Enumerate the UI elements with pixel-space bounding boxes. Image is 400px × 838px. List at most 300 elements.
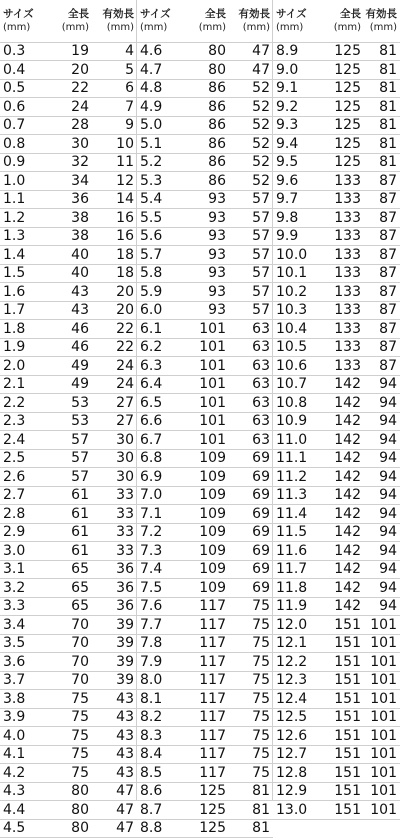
size-cell: 1.6 bbox=[3, 283, 26, 300]
length-cell: 142 bbox=[334, 468, 361, 485]
length-cell: 80 bbox=[71, 801, 89, 818]
size-cell: 1.9 bbox=[3, 339, 26, 355]
length-cell: 142 bbox=[334, 561, 361, 577]
size-cell: 10.1 bbox=[276, 265, 308, 281]
size-cell: 7.3 bbox=[140, 542, 163, 559]
effective-length-cell: 87 bbox=[379, 320, 397, 337]
table-row bbox=[273, 283, 400, 302]
length-cell: 151 bbox=[334, 635, 361, 651]
length-cell: 101 bbox=[199, 413, 226, 429]
table-row bbox=[273, 246, 400, 265]
effective-length-cell: 75 bbox=[252, 746, 270, 762]
length-cell: 125 bbox=[334, 43, 361, 59]
table-row bbox=[137, 190, 273, 209]
table-row bbox=[137, 431, 273, 450]
effective-length-cell: 69 bbox=[252, 468, 270, 485]
length-cell: 20 bbox=[71, 61, 89, 78]
effective-length-cell: 33 bbox=[116, 524, 134, 540]
effective-length-cell: 18 bbox=[116, 246, 134, 263]
size-cell: 3.1 bbox=[3, 561, 26, 577]
effective-length-cell: 47 bbox=[252, 61, 270, 78]
effective-length-cell: 36 bbox=[116, 561, 134, 577]
length-cell: 86 bbox=[208, 172, 226, 189]
length-cell: 125 bbox=[334, 61, 361, 78]
length-cell: 117 bbox=[199, 727, 226, 744]
effective-length-cell: 94 bbox=[379, 376, 397, 392]
effective-length-cell: 81 bbox=[379, 43, 397, 59]
length-cell: 86 bbox=[208, 135, 226, 152]
length-cell: 49 bbox=[71, 376, 89, 392]
table-row bbox=[0, 431, 137, 450]
size-cell: 2.0 bbox=[3, 357, 26, 374]
size-cell: 9.6 bbox=[276, 172, 299, 189]
table-row bbox=[137, 634, 273, 653]
effective-length-cell: 4 bbox=[125, 43, 134, 59]
size-cell: 9.8 bbox=[276, 209, 299, 226]
length-cell: 109 bbox=[199, 505, 226, 522]
table-row bbox=[0, 190, 137, 209]
length-cell: 86 bbox=[208, 80, 226, 96]
size-cell: 5.9 bbox=[140, 283, 163, 300]
length-cell: 125 bbox=[199, 783, 226, 799]
table-row bbox=[137, 542, 273, 561]
length-cell: 32 bbox=[71, 154, 89, 170]
table-row bbox=[137, 727, 273, 746]
size-cell: 7.8 bbox=[140, 635, 163, 651]
length-cell: 151 bbox=[334, 616, 361, 633]
table-row bbox=[137, 116, 273, 135]
table-row bbox=[273, 505, 400, 524]
length-header bbox=[187, 0, 229, 42]
length-cell: 117 bbox=[199, 653, 226, 670]
length-cell: 46 bbox=[71, 320, 89, 337]
effective-length-cell: 47 bbox=[116, 820, 134, 836]
size-cell: 3.6 bbox=[3, 653, 26, 670]
length-cell: 80 bbox=[208, 43, 226, 59]
size-cell: 3.5 bbox=[3, 635, 26, 651]
length-cell: 117 bbox=[199, 672, 226, 688]
effective-length-cell: 75 bbox=[252, 690, 270, 707]
size-cell: 12.5 bbox=[276, 709, 308, 725]
table-row bbox=[0, 616, 137, 635]
size-cell: 6.1 bbox=[140, 320, 163, 337]
size-cell: 11.6 bbox=[276, 542, 308, 559]
size-cell: 10.8 bbox=[276, 394, 308, 411]
size-cell: 8.2 bbox=[140, 709, 163, 725]
effective-length-cell: 39 bbox=[116, 635, 134, 651]
length-cell: 142 bbox=[334, 394, 361, 411]
table-row bbox=[273, 301, 400, 320]
length-cell: 125 bbox=[334, 80, 361, 96]
length-cell: 70 bbox=[71, 635, 89, 651]
table-row bbox=[137, 338, 273, 357]
size-cell: 2.2 bbox=[3, 394, 26, 411]
size-cell: 5.0 bbox=[140, 117, 163, 133]
table-row bbox=[137, 560, 273, 579]
length-cell: 70 bbox=[71, 616, 89, 633]
size-cell: 7.1 bbox=[140, 505, 163, 522]
length-cell: 49 bbox=[71, 357, 89, 374]
effective-length-header bbox=[92, 0, 137, 42]
size-cell: 12.0 bbox=[276, 616, 308, 633]
table-row bbox=[273, 135, 400, 154]
header-unit: (mm) bbox=[3, 22, 31, 33]
table-row bbox=[0, 523, 137, 542]
table-group-3 bbox=[273, 0, 400, 818]
table-row bbox=[0, 153, 137, 172]
table-row bbox=[0, 597, 137, 616]
length-cell: 70 bbox=[71, 653, 89, 670]
length-cell: 65 bbox=[71, 579, 89, 596]
size-cell: 12.9 bbox=[276, 783, 308, 799]
length-cell: 61 bbox=[71, 487, 89, 503]
size-cell: 5.5 bbox=[140, 209, 163, 226]
effective-length-cell: 75 bbox=[252, 764, 270, 781]
table-row bbox=[137, 357, 273, 376]
size-cell: 9.5 bbox=[276, 154, 299, 170]
length-cell: 93 bbox=[208, 283, 226, 300]
length-cell: 125 bbox=[199, 820, 226, 836]
length-cell: 19 bbox=[71, 43, 89, 59]
table-row bbox=[137, 320, 273, 339]
length-cell: 109 bbox=[199, 450, 226, 466]
table-row bbox=[0, 764, 137, 783]
effective-length-cell: 75 bbox=[252, 672, 270, 688]
table-row bbox=[0, 264, 137, 283]
effective-length-cell: 52 bbox=[252, 154, 270, 170]
effective-length-cell: 47 bbox=[252, 43, 270, 59]
effective-length-cell: 94 bbox=[379, 394, 397, 411]
effective-length-cell: 69 bbox=[252, 579, 270, 596]
length-cell: 142 bbox=[334, 505, 361, 522]
header-label: 有効長 bbox=[102, 8, 134, 20]
size-cell: 2.5 bbox=[3, 450, 26, 466]
effective-length-cell: 63 bbox=[252, 413, 270, 429]
effective-length-cell: 87 bbox=[379, 228, 397, 244]
table-row bbox=[273, 468, 400, 487]
header-label: 有効長 bbox=[365, 8, 397, 20]
length-cell: 142 bbox=[334, 598, 361, 614]
size-header bbox=[137, 0, 187, 42]
length-cell: 86 bbox=[208, 98, 226, 115]
size-cell: 0.4 bbox=[3, 61, 26, 78]
length-cell: 151 bbox=[334, 783, 361, 799]
effective-length-cell: 81 bbox=[252, 801, 270, 818]
effective-length-cell: 16 bbox=[116, 209, 134, 226]
table-row bbox=[273, 153, 400, 172]
size-cell: 3.4 bbox=[3, 616, 26, 633]
size-cell: 1.3 bbox=[3, 228, 26, 244]
size-cell: 1.1 bbox=[3, 191, 26, 207]
size-cell: 10.3 bbox=[276, 302, 308, 318]
length-cell: 133 bbox=[334, 283, 361, 300]
table-row bbox=[0, 283, 137, 302]
table-row bbox=[273, 42, 400, 61]
effective-length-cell: 33 bbox=[116, 542, 134, 559]
table-row bbox=[273, 412, 400, 431]
table-row bbox=[0, 375, 137, 394]
effective-length-cell: 94 bbox=[379, 450, 397, 466]
length-cell: 109 bbox=[199, 468, 226, 485]
length-cell: 53 bbox=[71, 413, 89, 429]
size-cell: 2.7 bbox=[3, 487, 26, 503]
effective-length-cell: 75 bbox=[252, 598, 270, 614]
length-cell: 101 bbox=[199, 376, 226, 392]
size-cell: 10.0 bbox=[276, 246, 308, 263]
size-cell: 4.3 bbox=[3, 783, 26, 799]
length-cell: 109 bbox=[199, 542, 226, 559]
length-cell: 36 bbox=[71, 191, 89, 207]
table-row bbox=[273, 172, 400, 191]
table-row bbox=[0, 227, 137, 246]
table-row bbox=[0, 42, 137, 61]
length-cell: 86 bbox=[208, 117, 226, 133]
table-row bbox=[0, 320, 137, 339]
size-cell: 8.3 bbox=[140, 727, 163, 744]
header-unit: (mm) bbox=[242, 22, 270, 33]
length-cell: 22 bbox=[71, 80, 89, 96]
effective-length-cell: 43 bbox=[116, 690, 134, 707]
table-row bbox=[0, 61, 137, 80]
table-row bbox=[0, 782, 137, 801]
length-cell: 133 bbox=[334, 209, 361, 226]
effective-length-cell: 81 bbox=[252, 783, 270, 799]
size-cell: 13.0 bbox=[276, 801, 308, 818]
effective-length-cell: 14 bbox=[116, 191, 134, 207]
size-cell: 12.6 bbox=[276, 727, 308, 744]
table-row bbox=[137, 690, 273, 709]
size-cell: 11.0 bbox=[276, 431, 308, 448]
table-row bbox=[0, 542, 137, 561]
effective-length-cell: 52 bbox=[252, 172, 270, 189]
table-row bbox=[137, 523, 273, 542]
effective-length-cell: 63 bbox=[252, 320, 270, 337]
table-row bbox=[273, 801, 400, 820]
table-row bbox=[137, 98, 273, 117]
effective-length-cell: 101 bbox=[370, 616, 397, 633]
effective-length-cell: 18 bbox=[116, 265, 134, 281]
table-row bbox=[273, 653, 400, 672]
size-cell: 11.1 bbox=[276, 450, 308, 466]
effective-length-cell: 69 bbox=[252, 561, 270, 577]
length-cell: 151 bbox=[334, 746, 361, 762]
size-cell: 2.9 bbox=[3, 524, 26, 540]
effective-length-cell: 101 bbox=[370, 764, 397, 781]
length-cell: 80 bbox=[71, 783, 89, 799]
size-cell: 7.5 bbox=[140, 579, 163, 596]
effective-length-cell: 101 bbox=[370, 709, 397, 725]
table-row bbox=[137, 505, 273, 524]
table-row bbox=[273, 690, 400, 709]
size-cell: 11.8 bbox=[276, 579, 308, 596]
size-cell: 4.6 bbox=[140, 43, 163, 59]
effective-length-cell: 75 bbox=[252, 727, 270, 744]
size-cell: 5.2 bbox=[140, 154, 163, 170]
table-row bbox=[273, 98, 400, 117]
length-cell: 93 bbox=[208, 246, 226, 263]
length-cell: 133 bbox=[334, 172, 361, 189]
effective-length-cell: 47 bbox=[116, 783, 134, 799]
table-row bbox=[0, 560, 137, 579]
size-cell: 5.1 bbox=[140, 135, 163, 152]
size-cell: 0.8 bbox=[3, 135, 26, 152]
size-cell: 6.8 bbox=[140, 450, 163, 466]
length-cell: 101 bbox=[199, 394, 226, 411]
header-label: 全長 bbox=[68, 8, 89, 20]
size-cell: 6.4 bbox=[140, 376, 163, 392]
effective-length-cell: 101 bbox=[370, 783, 397, 799]
effective-length-cell: 101 bbox=[370, 746, 397, 762]
length-cell: 142 bbox=[334, 450, 361, 466]
table-row bbox=[273, 579, 400, 598]
size-cell: 1.2 bbox=[3, 209, 26, 226]
length-cell: 151 bbox=[334, 690, 361, 707]
size-cell: 8.9 bbox=[276, 43, 299, 59]
table-row bbox=[0, 172, 137, 191]
table-row bbox=[273, 634, 400, 653]
effective-length-cell: 20 bbox=[116, 302, 134, 318]
header-label: 有効長 bbox=[238, 8, 270, 20]
table-row bbox=[137, 209, 273, 228]
effective-length-header bbox=[364, 0, 400, 42]
length-cell: 40 bbox=[71, 265, 89, 281]
effective-length-cell: 81 bbox=[379, 117, 397, 133]
length-cell: 125 bbox=[334, 117, 361, 133]
effective-length-cell: 94 bbox=[379, 413, 397, 429]
effective-length-cell: 69 bbox=[252, 542, 270, 559]
size-cell: 5.4 bbox=[140, 191, 163, 207]
size-cell: 0.3 bbox=[3, 43, 26, 59]
table-row bbox=[137, 449, 273, 468]
table-row bbox=[0, 745, 137, 764]
table-row bbox=[0, 505, 137, 524]
size-cell: 1.0 bbox=[3, 172, 26, 189]
size-cell: 7.0 bbox=[140, 487, 163, 503]
effective-length-cell: 101 bbox=[370, 635, 397, 651]
size-cell: 12.7 bbox=[276, 746, 308, 762]
size-cell: 7.7 bbox=[140, 616, 163, 633]
table-row bbox=[0, 246, 137, 265]
table-group-1 bbox=[0, 0, 137, 836]
length-cell: 125 bbox=[199, 801, 226, 818]
size-cell: 11.5 bbox=[276, 524, 308, 540]
effective-length-cell: 24 bbox=[116, 357, 134, 374]
effective-length-cell: 7 bbox=[125, 98, 134, 115]
size-cell: 2.3 bbox=[3, 413, 26, 429]
size-cell: 4.5 bbox=[3, 820, 26, 836]
effective-length-cell: 87 bbox=[379, 283, 397, 300]
effective-length-cell: 57 bbox=[252, 228, 270, 244]
size-cell: 3.8 bbox=[3, 690, 26, 707]
length-cell: 101 bbox=[199, 339, 226, 355]
table-row bbox=[273, 745, 400, 764]
size-cell: 8.6 bbox=[140, 783, 163, 799]
length-cell: 46 bbox=[71, 339, 89, 355]
length-cell: 117 bbox=[199, 598, 226, 614]
table-row bbox=[137, 135, 273, 154]
effective-length-cell: 75 bbox=[252, 616, 270, 633]
size-cell: 3.3 bbox=[3, 598, 26, 614]
effective-length-cell: 94 bbox=[379, 468, 397, 485]
size-cell: 4.2 bbox=[3, 764, 26, 781]
effective-length-cell: 30 bbox=[116, 468, 134, 485]
length-cell: 65 bbox=[71, 561, 89, 577]
effective-length-cell: 75 bbox=[252, 635, 270, 651]
length-cell: 93 bbox=[208, 191, 226, 207]
length-cell: 75 bbox=[71, 746, 89, 762]
length-cell: 125 bbox=[334, 135, 361, 152]
size-cell: 6.6 bbox=[140, 413, 163, 429]
length-cell: 30 bbox=[71, 135, 89, 152]
table-row bbox=[137, 819, 273, 838]
table-row bbox=[273, 560, 400, 579]
size-cell: 4.1 bbox=[3, 746, 26, 762]
effective-length-cell: 52 bbox=[252, 117, 270, 133]
length-cell: 133 bbox=[334, 265, 361, 281]
length-cell: 117 bbox=[199, 690, 226, 707]
length-cell: 151 bbox=[334, 672, 361, 688]
size-cell: 2.4 bbox=[3, 431, 26, 448]
effective-length-cell: 33 bbox=[116, 505, 134, 522]
effective-length-cell: 81 bbox=[379, 80, 397, 96]
length-cell: 133 bbox=[334, 302, 361, 318]
length-cell: 109 bbox=[199, 579, 226, 596]
size-cell: 6.5 bbox=[140, 394, 163, 411]
length-cell: 43 bbox=[71, 283, 89, 300]
effective-length-cell: 47 bbox=[116, 801, 134, 818]
table-row bbox=[273, 79, 400, 98]
effective-length-cell: 94 bbox=[379, 505, 397, 522]
effective-length-cell: 81 bbox=[379, 154, 397, 170]
table-row bbox=[273, 320, 400, 339]
size-cell: 10.7 bbox=[276, 376, 308, 392]
effective-length-cell: 63 bbox=[252, 357, 270, 374]
length-cell: 75 bbox=[71, 709, 89, 725]
effective-length-cell: 39 bbox=[116, 653, 134, 670]
table-row bbox=[0, 801, 137, 820]
table-row bbox=[273, 116, 400, 135]
table-row bbox=[137, 801, 273, 820]
effective-length-cell: 94 bbox=[379, 598, 397, 614]
size-cell: 8.7 bbox=[140, 801, 163, 818]
length-cell: 151 bbox=[334, 764, 361, 781]
size-cell: 7.2 bbox=[140, 524, 163, 540]
effective-length-cell: 52 bbox=[252, 80, 270, 96]
effective-length-cell: 101 bbox=[370, 801, 397, 818]
size-cell: 0.7 bbox=[3, 117, 26, 133]
effective-length-cell: 52 bbox=[252, 135, 270, 152]
length-cell: 109 bbox=[199, 487, 226, 503]
table-row bbox=[0, 708, 137, 727]
table-row bbox=[273, 764, 400, 783]
length-cell: 109 bbox=[199, 524, 226, 540]
length-cell: 151 bbox=[334, 709, 361, 725]
table-row bbox=[0, 412, 137, 431]
effective-length-cell: 16 bbox=[116, 228, 134, 244]
effective-length-cell: 33 bbox=[116, 487, 134, 503]
size-cell: 9.9 bbox=[276, 228, 299, 244]
effective-length-cell: 69 bbox=[252, 487, 270, 503]
effective-length-cell: 27 bbox=[116, 394, 134, 411]
length-cell: 93 bbox=[208, 209, 226, 226]
table-row bbox=[273, 449, 400, 468]
size-cell: 9.1 bbox=[276, 80, 299, 96]
length-cell: 61 bbox=[71, 524, 89, 540]
table-row bbox=[273, 209, 400, 228]
table-row bbox=[137, 745, 273, 764]
size-cell: 0.6 bbox=[3, 98, 26, 115]
table-row bbox=[137, 79, 273, 98]
